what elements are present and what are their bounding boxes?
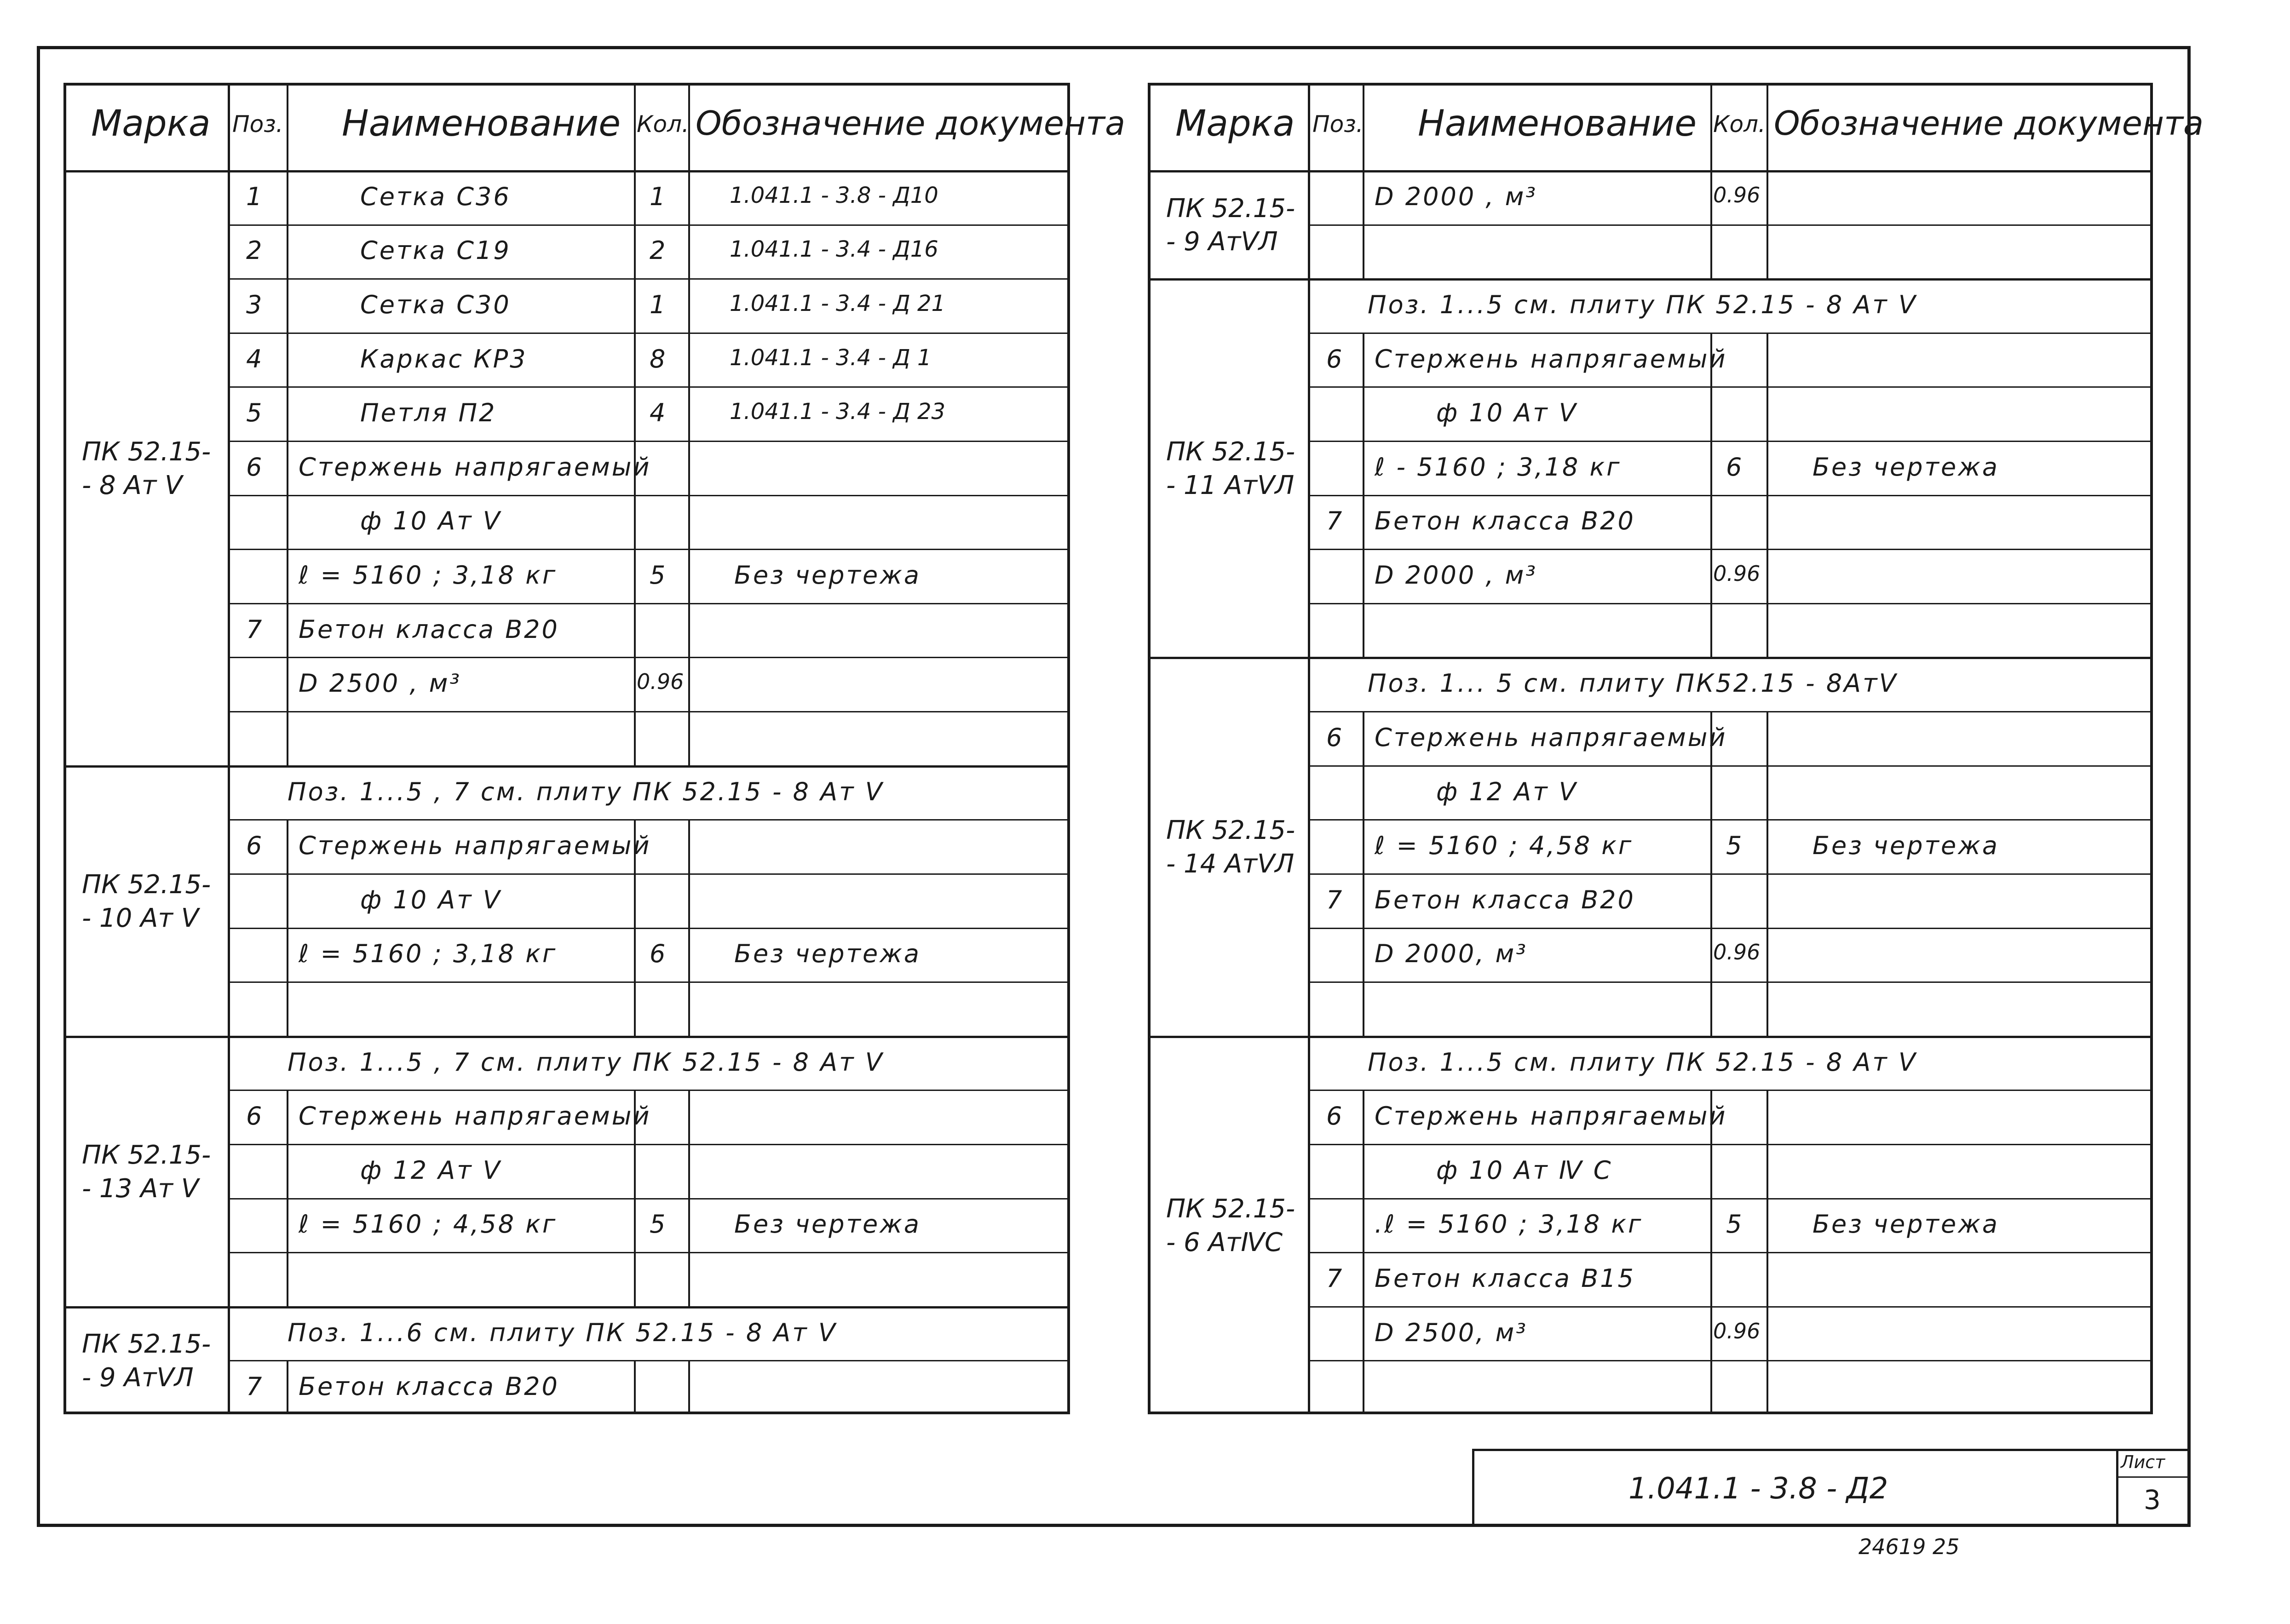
left-cell-divider [688, 1252, 690, 1306]
left-cell-divider [634, 1144, 636, 1198]
left-row-name: Петля П2 [360, 398, 497, 428]
left-row-separator [228, 495, 1070, 496]
right-header-name: Наименование [1418, 103, 1697, 144]
right-row-separator [1308, 711, 2153, 712]
right-cell-divider [1766, 441, 1768, 495]
left-cell-divider [634, 495, 636, 549]
right-cell-divider [1766, 711, 1768, 765]
left-cell-divider [634, 1252, 636, 1306]
left-header-divider [634, 83, 636, 170]
left-cell-divider [688, 1144, 690, 1198]
left-row-doc: Без чертежа [734, 561, 921, 590]
right-row-name: ф 10 Aт Ⅴ [1436, 398, 1578, 428]
left-row-separator [228, 711, 1070, 712]
right-cell-divider [1363, 981, 1364, 1036]
right-cell-divider [1363, 333, 1364, 387]
left-row-name: D 2500 , м³ [299, 669, 462, 698]
left-cell-divider [634, 549, 636, 603]
left-row-poz: 2 [246, 236, 262, 265]
right-cell-divider [1766, 333, 1768, 387]
right-row-separator [1308, 1090, 2153, 1091]
right-cell-divider [1766, 819, 1768, 873]
left-header-marka: Марка [91, 103, 211, 144]
left-group-separator [63, 765, 1070, 768]
right-cell-divider [1363, 1198, 1364, 1252]
left-marka-label: ПК 52.15- - 10 Aт Ⅴ [82, 869, 211, 933]
right-cell-divider [1710, 1198, 1712, 1252]
left-cell-divider [634, 981, 636, 1036]
right-cell-divider [1710, 819, 1712, 873]
right-marka-label: ПК 52.15- - 9 AтⅤЛ [1166, 193, 1295, 257]
left-row-name: ℓ = 5160 ; 3,18 кг [299, 939, 558, 969]
left-cell-divider [634, 224, 636, 279]
left-group-separator [63, 1036, 1070, 1038]
right-header-doc: Обозначение документа [1774, 104, 2204, 143]
left-cell-divider [287, 333, 288, 387]
left-cell-divider [688, 549, 690, 603]
right-cell-divider [1710, 386, 1712, 441]
right-row-poz: 7 [1326, 1263, 1342, 1293]
right-row-doc: Без чертежа [1812, 452, 1999, 482]
right-cell-divider [1710, 1144, 1712, 1198]
left-cell-divider [688, 1360, 690, 1414]
right-cell-divider [1710, 873, 1712, 928]
left-cell-divider [287, 1090, 288, 1144]
right-row-name: D 2000 , м³ [1375, 182, 1538, 211]
left-cell-divider [634, 873, 636, 928]
right-row-name: .ℓ = 5160 ; 3,18 кг [1375, 1210, 1643, 1239]
left-span-note: Поз. 1...6 см. плиту ПК 52.15 - 8 Aт Ⅴ [288, 1318, 837, 1347]
left-row-name: Сетка С19 [360, 236, 511, 265]
left-row-name: ф 12 Aт Ⅴ [360, 1155, 502, 1185]
left-span-note: Поз. 1...5 , 7 см. плиту ПК 52.15 - 8 Aт Ⅴ [288, 777, 884, 806]
right-row-name: ℓ = 5160 ; 4,58 кг [1375, 831, 1634, 861]
left-row-name: ф 10 Aт Ⅴ [360, 506, 502, 536]
right-cell-divider [1363, 873, 1364, 928]
left-row-separator [228, 873, 1070, 875]
left-header-doc: Обозначение документа [696, 104, 1126, 143]
right-header-divider [1766, 83, 1768, 170]
left-row-poz: 1 [246, 182, 262, 211]
right-row-name: D 2500, м³ [1375, 1318, 1528, 1347]
left-row-name: Стержень напрягаемый [299, 1102, 651, 1131]
left-row-doc: 1.041.1 - 3.4 - Д 23 [730, 399, 946, 425]
left-row-name: Стержень напрягаемый [299, 831, 651, 861]
right-row-separator [1308, 1144, 2153, 1145]
left-cell-divider [688, 170, 690, 224]
left-header-qty: Кол. [637, 111, 689, 138]
right-row-separator [1308, 981, 2153, 983]
right-cell-divider [1710, 549, 1712, 603]
sheet-label: Лист [2121, 1452, 2165, 1472]
left-group-separator [63, 1306, 1070, 1308]
left-row-qty: 0.96 [637, 669, 684, 694]
left-cell-divider [688, 441, 690, 495]
left-row-name: Каркас КР3 [360, 344, 528, 373]
right-cell-divider [1766, 1090, 1768, 1144]
sheet-number: 3 [2144, 1484, 2161, 1515]
right-cell-divider [1766, 928, 1768, 982]
right-row-poz: 6 [1326, 344, 1342, 373]
title-block-code: 1.041.1 - 3.8 - Д2 [1628, 1472, 1888, 1506]
right-cell-divider [1766, 170, 1768, 224]
right-row-separator [1308, 765, 2153, 767]
left-row-separator [228, 819, 1070, 821]
left-header-divider [688, 83, 690, 170]
left-row-poz: 7 [246, 1372, 262, 1401]
left-span-note: Поз. 1...5 , 7 см. плиту ПК 52.15 - 8 Aт Ⅴ [288, 1047, 884, 1077]
left-cell-divider [634, 333, 636, 387]
right-cell-divider [1766, 873, 1768, 928]
right-row-separator [1308, 386, 2153, 388]
left-cell-divider [688, 657, 690, 711]
right-cell-divider [1363, 1252, 1364, 1306]
right-row-name: ф 12 Aт Ⅴ [1436, 777, 1578, 806]
left-cell-divider [688, 981, 690, 1036]
left-row-qty: 6 [650, 939, 666, 969]
right-cell-divider [1766, 1198, 1768, 1252]
right-row-name: D 2000, м³ [1375, 939, 1528, 969]
right-cell-divider [1710, 1306, 1712, 1360]
right-cell-divider [1363, 819, 1364, 873]
left-marka-label: ПК 52.15- - 8 Aт Ⅴ [82, 436, 211, 500]
right-row-name: Стержень напрягаемый [1375, 723, 1727, 752]
right-cell-divider [1766, 1252, 1768, 1306]
left-cell-divider [688, 278, 690, 333]
right-cell-divider [1363, 603, 1364, 657]
left-row-poz: 5 [246, 398, 262, 428]
right-cell-divider [1710, 928, 1712, 982]
right-row-separator [1308, 1360, 2153, 1361]
left-cell-divider [287, 603, 288, 657]
right-header-divider [1710, 83, 1712, 170]
left-row-separator [228, 1360, 1070, 1361]
left-cell-divider [634, 386, 636, 441]
right-row-separator [1308, 1306, 2153, 1308]
left-cell-divider [287, 549, 288, 603]
right-cell-divider [1363, 495, 1364, 549]
left-row-separator [228, 1252, 1070, 1253]
right-cell-divider [1766, 1306, 1768, 1360]
left-row-doc: 1.041.1 - 3.4 - Д 1 [730, 344, 932, 371]
right-row-poz: 7 [1326, 506, 1342, 536]
right-header-divider [1308, 83, 1310, 170]
right-row-separator [1308, 819, 2153, 821]
left-cell-divider [688, 333, 690, 387]
right-cell-divider [1766, 495, 1768, 549]
left-cell-divider [688, 1198, 690, 1252]
right-row-poz: 6 [1326, 1102, 1342, 1131]
left-header-divider [287, 83, 288, 170]
right-cell-divider [1710, 765, 1712, 820]
right-row-name: Стержень напрягаемый [1375, 1102, 1727, 1131]
right-row-poz: 6 [1326, 723, 1342, 752]
right-cell-divider [1363, 386, 1364, 441]
right-row-separator [1308, 603, 2153, 604]
right-header-separator [1148, 170, 2153, 172]
right-row-qty: 0.96 [1713, 1318, 1761, 1343]
left-cell-divider [287, 928, 288, 982]
left-cell-divider [287, 711, 288, 765]
left-cell-divider [287, 441, 288, 495]
left-cell-divider [688, 495, 690, 549]
right-row-name: Бетон класса В20 [1375, 885, 1635, 914]
left-row-qty: 1 [650, 290, 666, 320]
right-cell-divider [1710, 495, 1712, 549]
right-cell-divider [1766, 1144, 1768, 1198]
left-cell-divider [287, 819, 288, 873]
right-row-poz: 7 [1326, 885, 1342, 914]
right-marka-divider [1308, 170, 1310, 1414]
right-header-poz: Поз. [1312, 111, 1364, 138]
right-cell-divider [1766, 603, 1768, 657]
right-row-qty: 6 [1726, 452, 1742, 482]
right-cell-divider [1363, 1090, 1364, 1144]
left-cell-divider [688, 386, 690, 441]
right-row-name: D 2000 , м³ [1375, 561, 1538, 590]
right-cell-divider [1710, 224, 1712, 279]
left-row-separator [228, 386, 1070, 388]
right-row-qty: 0.96 [1713, 561, 1761, 586]
right-row-name: Стержень напрягаемый [1375, 344, 1727, 373]
right-cell-divider [1363, 1306, 1364, 1360]
right-row-separator [1308, 1198, 2153, 1199]
left-row-poz: 6 [246, 831, 262, 861]
right-header-qty: Кол. [1713, 111, 1766, 138]
right-row-separator [1308, 224, 2153, 226]
left-row-separator [228, 441, 1070, 442]
right-cell-divider [1766, 981, 1768, 1036]
left-row-poz: 7 [246, 614, 262, 644]
left-row-separator [228, 224, 1070, 226]
left-row-qty: 4 [650, 398, 666, 428]
left-marka-label: ПК 52.15- - 9 AтⅤЛ [82, 1329, 211, 1393]
left-cell-divider [634, 928, 636, 982]
left-row-name: Бетон класса В20 [299, 614, 559, 644]
left-row-doc: Без чертежа [734, 1210, 921, 1239]
left-row-poz: 3 [246, 290, 262, 320]
left-cell-divider [287, 1360, 288, 1414]
left-row-qty: 5 [650, 1210, 666, 1239]
left-row-separator [228, 657, 1070, 658]
left-row-separator [228, 549, 1070, 550]
right-cell-divider [1363, 441, 1364, 495]
right-row-separator [1308, 333, 2153, 334]
left-header-divider [228, 83, 230, 170]
right-marka-label: ПК 52.15- - 11 AтⅤЛ [1166, 436, 1295, 500]
left-cell-divider [688, 873, 690, 928]
right-row-separator [1308, 928, 2153, 929]
right-cell-divider [1766, 386, 1768, 441]
right-header-divider [1363, 83, 1364, 170]
left-cell-divider [287, 657, 288, 711]
right-cell-divider [1363, 765, 1364, 820]
right-cell-divider [1710, 170, 1712, 224]
right-marka-label: ПК 52.15- - 14 AтⅤЛ [1166, 815, 1295, 879]
right-cell-divider [1710, 603, 1712, 657]
right-cell-divider [1363, 170, 1364, 224]
left-marka-label: ПК 52.15- - 13 Aт Ⅴ [82, 1140, 211, 1204]
left-cell-divider [287, 873, 288, 928]
left-cell-divider [634, 1360, 636, 1414]
right-row-name: ф 10 Aт Ⅳ С [1436, 1155, 1613, 1185]
right-cell-divider [1363, 549, 1364, 603]
left-row-qty: 8 [650, 344, 666, 373]
right-row-separator [1308, 1252, 2153, 1253]
left-cell-divider [688, 928, 690, 982]
left-row-doc: Без чертежа [734, 939, 921, 969]
left-marka-divider [228, 170, 230, 1414]
right-cell-divider [1710, 1360, 1712, 1414]
left-cell-divider [287, 1144, 288, 1198]
left-row-doc: 1.041.1 - 3.8 - Д10 [730, 182, 938, 208]
right-span-note: Поз. 1...5 см. плиту ПК 52.15 - 8 Aт Ⅴ [1368, 1047, 1917, 1077]
left-header-poz: Поз. [232, 111, 283, 138]
left-cell-divider [287, 495, 288, 549]
right-cell-divider [1363, 1360, 1364, 1414]
right-row-separator [1308, 873, 2153, 875]
right-cell-divider [1363, 1144, 1364, 1198]
left-row-poz: 6 [246, 452, 262, 482]
right-cell-divider [1710, 1252, 1712, 1306]
right-cell-divider [1363, 928, 1364, 982]
right-row-doc: Без чертежа [1812, 1210, 1999, 1239]
right-marka-label: ПК 52.15- - 6 AтⅣС [1166, 1194, 1295, 1258]
left-cell-divider [688, 819, 690, 873]
right-row-qty: 5 [1726, 831, 1742, 861]
left-cell-divider [287, 981, 288, 1036]
left-row-name: Бетон класса В20 [299, 1372, 559, 1401]
right-row-qty: 5 [1726, 1210, 1742, 1239]
left-row-separator [228, 333, 1070, 334]
right-row-name: ℓ - 5160 ; 3,18 кг [1375, 452, 1622, 482]
right-cell-divider [1766, 1360, 1768, 1414]
left-cell-divider [688, 224, 690, 279]
left-row-name: ф 10 Aт Ⅴ [360, 885, 502, 914]
right-span-note: Поз. 1... 5 см. плиту ПК52.15 - 8AтⅤ [1368, 669, 1898, 698]
left-cell-divider [688, 603, 690, 657]
left-cell-divider [287, 170, 288, 224]
right-cell-divider [1363, 224, 1364, 279]
left-cell-divider [287, 224, 288, 279]
left-row-qty: 1 [650, 182, 666, 211]
left-row-separator [228, 1090, 1070, 1091]
left-row-separator [228, 1198, 1070, 1199]
right-row-separator [1308, 495, 2153, 496]
right-cell-divider [1363, 711, 1364, 765]
left-row-doc: 1.041.1 - 3.4 - Д 21 [730, 291, 946, 317]
right-row-qty: 0.96 [1713, 182, 1761, 207]
left-row-separator [228, 1144, 1070, 1145]
left-header-name: Наименование [342, 103, 621, 144]
right-row-name: Бетон класса В20 [1375, 506, 1635, 536]
left-row-poz: 4 [246, 344, 262, 373]
right-cell-divider [1710, 981, 1712, 1036]
left-header-separator [63, 170, 1070, 172]
left-row-poz: 6 [246, 1102, 262, 1131]
left-cell-divider [634, 657, 636, 711]
left-row-qty: 2 [650, 236, 666, 265]
left-row-separator [228, 928, 1070, 929]
left-row-name: Сетка С36 [360, 182, 511, 211]
right-group-separator [1148, 1036, 2153, 1038]
left-row-name: Стержень напрягаемый [299, 452, 651, 482]
left-cell-divider [634, 1198, 636, 1252]
left-row-qty: 5 [650, 561, 666, 590]
left-cell-divider [287, 1198, 288, 1252]
right-cell-divider [1766, 765, 1768, 820]
left-row-name: ℓ = 5160 ; 4,58 кг [299, 1210, 558, 1239]
right-cell-divider [1766, 549, 1768, 603]
left-cell-divider [634, 278, 636, 333]
left-cell-divider [634, 711, 636, 765]
left-cell-divider [287, 1252, 288, 1306]
left-row-separator [228, 981, 1070, 983]
left-row-separator [228, 603, 1070, 604]
right-row-name: Бетон класса В15 [1375, 1263, 1635, 1293]
right-span-note: Поз. 1...5 см. плиту ПК 52.15 - 8 Aт Ⅴ [1368, 290, 1917, 320]
left-cell-divider [634, 170, 636, 224]
right-row-separator [1308, 441, 2153, 442]
right-row-qty: 0.96 [1713, 940, 1761, 965]
left-cell-divider [287, 278, 288, 333]
left-row-name: ℓ = 5160 ; 3,18 кг [299, 561, 558, 590]
left-cell-divider [688, 711, 690, 765]
right-group-separator [1148, 657, 2153, 659]
left-cell-divider [287, 386, 288, 441]
left-row-doc: 1.041.1 - 3.4 - Д16 [730, 236, 938, 263]
archive-number: 24619 25 [1858, 1534, 1960, 1559]
left-row-separator [228, 278, 1070, 280]
left-row-name: Сетка С30 [360, 290, 511, 320]
left-cell-divider [634, 603, 636, 657]
right-row-separator [1308, 549, 2153, 550]
right-row-doc: Без чертежа [1812, 831, 1999, 861]
left-cell-divider [688, 1090, 690, 1144]
right-cell-divider [1710, 441, 1712, 495]
right-cell-divider [1766, 224, 1768, 279]
right-group-separator [1148, 278, 2153, 281]
right-header-marka: Марка [1175, 103, 1295, 144]
